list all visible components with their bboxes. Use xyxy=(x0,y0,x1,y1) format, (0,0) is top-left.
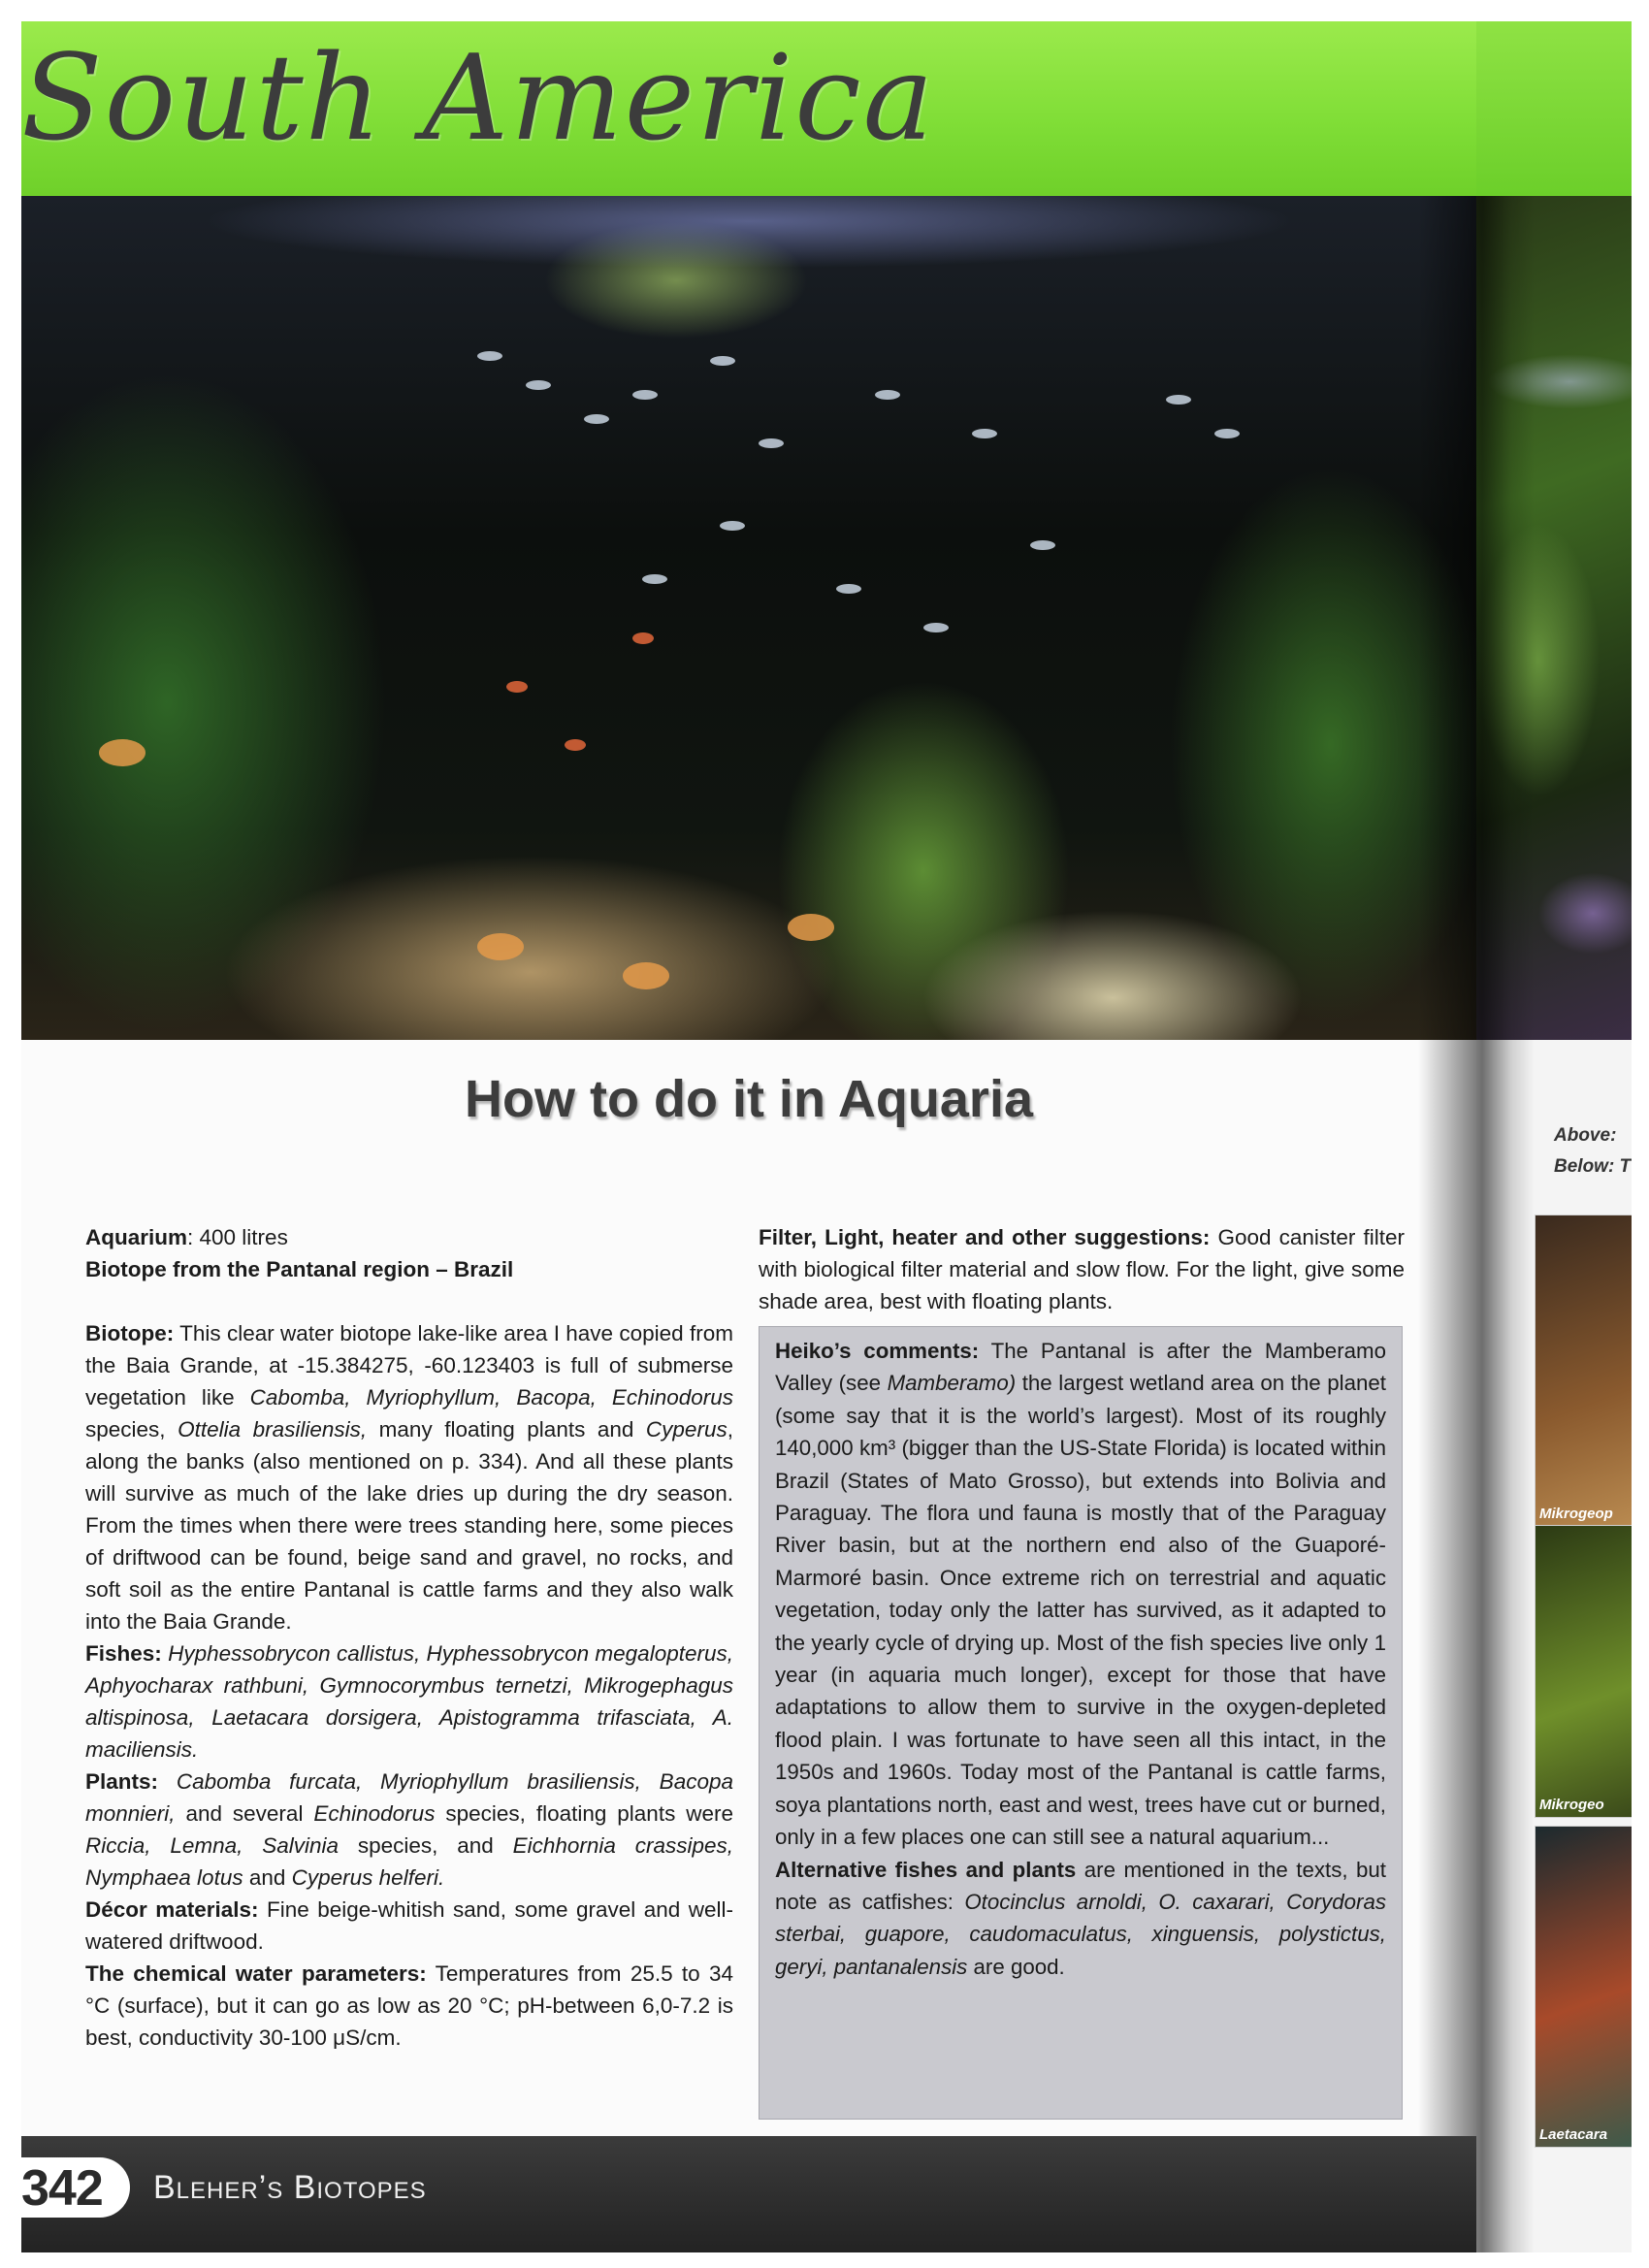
decor-paragraph: Décor materials: Fine beige-whitish sand, some gravel and well-watered driftwood. xyxy=(85,1897,733,1954)
section-title: How to do it in Aquaria xyxy=(465,1070,1033,1128)
biotope-region: Biotope from the Pantanal region – Brazil xyxy=(85,1257,514,1281)
facing-page-header-band xyxy=(1476,21,1632,196)
fish xyxy=(875,390,900,400)
thumbnail-caption: Laetacara xyxy=(1539,2126,1608,2143)
fish xyxy=(632,632,654,644)
aquarium-photo xyxy=(21,196,1476,1040)
fishes-paragraph: Fishes: Hyphessobrycon callistus, Hyphessobrycon megalopterus, Aphyocharax rathbuni, Gymnocorymbus ternetzi, Mikrogephagus altispinosa, Laetacara dorsigera, Apistogramma trifasciata, A. maciliensis. xyxy=(85,1641,733,1762)
page-title: South America xyxy=(21,29,936,167)
fish xyxy=(506,681,528,693)
fish xyxy=(565,739,586,751)
plants-paragraph: Plants: Cabomba furcata, Myriophyllum brasiliensis, Bacopa monnieri, and several Echinodorus species, floating plants were Riccia, Lemna, Salvinia species, and Eichhornia crassipes, Nymphaea lotus and Cyperus helferi. xyxy=(85,1769,733,1890)
comments-box xyxy=(759,1326,1403,2120)
fish xyxy=(788,914,834,941)
running-title: Bleher’s Biotopes xyxy=(153,2169,427,2206)
fish xyxy=(710,356,735,366)
thumbnail-photo xyxy=(1535,1215,1632,1527)
fish xyxy=(759,438,784,448)
fish xyxy=(1030,540,1055,550)
footer-bar xyxy=(21,2136,1476,2252)
fish xyxy=(1214,429,1240,438)
header-band xyxy=(21,21,1476,196)
biotope-paragraph: Biotope: This clear water biotope lake-like area I have copied from the Baia Grande, at -15.384275, -60.123403 is full of submerse vegetation like Cabomba, Myriophyllum, Bacopa, Echinodorus species, Ottelia brasiliensis, many floating plants and Cyperus, along the banks (also mentioned on p. 334). And all these plants will survive as much of the lake dries up during the dry season. From the times when there were trees standing here, some pieces of driftwood can be found, beige sand and gravel, no rocks, and soft soil as the entire Pantanal is cattle farms and they also walk into the Baia Grande. xyxy=(85,1321,733,1634)
thumbnail-caption: Mikrogeo xyxy=(1539,1797,1604,1813)
fish xyxy=(99,739,146,766)
fish xyxy=(526,380,551,390)
left-column xyxy=(85,1221,733,2054)
fish xyxy=(623,962,669,989)
fish xyxy=(972,429,997,438)
right-column xyxy=(759,1221,1405,1317)
aquarium-info: Aquarium: 400 litres xyxy=(85,1225,288,1249)
chemistry-paragraph: The chemical water parameters: Temperatures from 25.5 to 34 °C (surface), but it can go as low as 20 °C; pH-between 6,0-7.2 is best, conductivity 30-100 μS/cm. xyxy=(85,1961,733,2050)
caption-below: Below: T xyxy=(1554,1156,1632,1177)
fish xyxy=(584,414,609,424)
page-number: 342 xyxy=(21,2160,103,2217)
fish xyxy=(1166,395,1191,405)
fish xyxy=(923,623,949,632)
book-gutter-shadow xyxy=(1418,196,1535,2252)
caption-above: Above: xyxy=(1554,1125,1617,1146)
thumbnail-photo xyxy=(1535,1826,1632,2148)
fish xyxy=(720,521,745,531)
comments-paragraph: Heiko’s comments: The Pantanal is after the Mamberamo Valley (see Mamberamo) the largest wetland area on the planet (some say that it is the world’s largest). Most of its roughly 140,000 km³ (bigger than the US-State Florida) is located within Brazil (States of Mato Grosso), but extends into Bolivia and Paraguay. The flora und fauna is mostly that of the Paraguay River basin, but at the northern end also of the Guaporé-Marmoré basin. Once extreme rich on terrestrial and aquatic vegetation, today only the latter has survived, as it adapted to the yearly cycle of drying up. Most of the fish species live only 1 year (in aquaria much longer), except for those that have adaptations to allow them to survive in the oxygen-depleted flood plain. I was fortunate to have seen all this intact, in the 1950s and 1960s. Today most of the Pantanal is cattle farms, soya plantations north, east and west, trees have cut or burned, only in a few places one can still see a natural aquarium... xyxy=(775,1339,1387,1850)
fish xyxy=(836,584,861,594)
fish xyxy=(477,933,524,960)
thumbnail-caption: Mikrogeop xyxy=(1539,1506,1613,1522)
filter-paragraph: Filter, Light, heater and other suggestions: Good canister filter with biological filter material and slow flow. For the light, give some shade area, best with floating plants. xyxy=(759,1225,1405,1313)
fish xyxy=(477,351,502,361)
thumbnail-photo xyxy=(1535,1525,1632,1818)
fish xyxy=(642,574,667,584)
book-page xyxy=(21,21,1632,2252)
alternatives-paragraph: Alternative fishes and plants are mentioned in the texts, but note as catfishes: Otocinclus arnoldi, O. caxarari, Corydoras sterbai, guapore, caudomaculatus, xinguensis, polystictus, geryi, pantanalensis are good. xyxy=(775,1857,1386,1979)
fish xyxy=(632,390,658,400)
